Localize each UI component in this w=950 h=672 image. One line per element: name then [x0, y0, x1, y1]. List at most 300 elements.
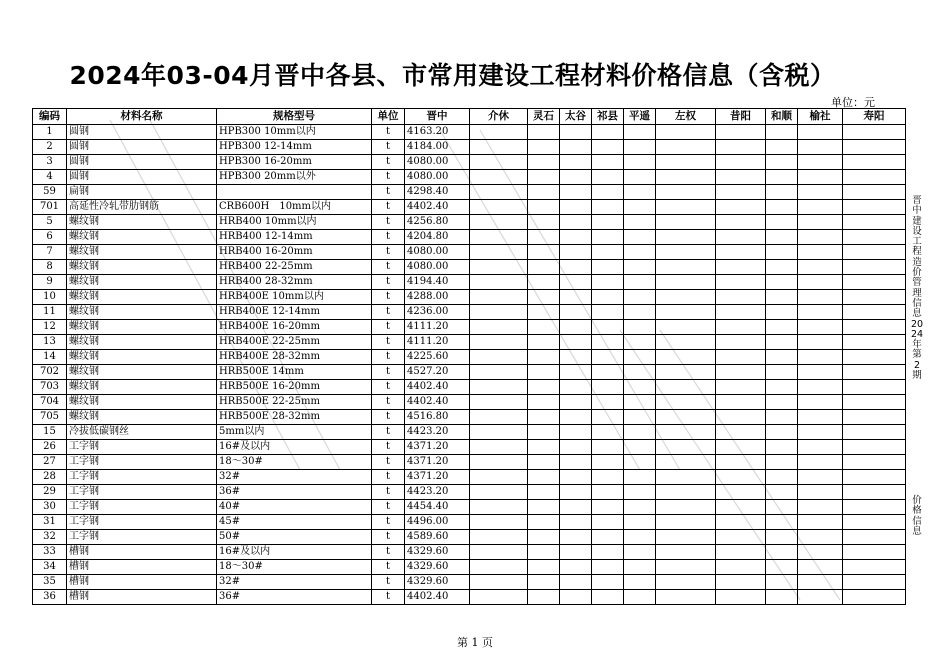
empty-price-cell: [560, 260, 592, 275]
empty-price-cell: [716, 365, 766, 380]
empty-price-cell: [624, 455, 656, 470]
spec-cell: [217, 185, 372, 200]
empty-price-cell: [798, 590, 843, 605]
col-header-name: 材料名称: [67, 109, 217, 125]
empty-price-cell: [624, 245, 656, 260]
empty-price-cell: [656, 515, 716, 530]
spec-cell: HRB500E 14mm: [217, 365, 372, 380]
empty-price-cell: [560, 455, 592, 470]
col-header-code: 编码: [33, 109, 67, 125]
code-cell: 33: [33, 545, 67, 560]
empty-price-cell: [528, 215, 560, 230]
empty-price-cell: [470, 155, 528, 170]
empty-price-cell: [592, 200, 624, 215]
empty-price-cell: [470, 290, 528, 305]
empty-price-cell: [766, 500, 798, 515]
spec-cell: HRB400E 16-20mm: [217, 320, 372, 335]
spec-cell: HRB400E 22-25mm: [217, 335, 372, 350]
table-row: [33, 410, 906, 425]
empty-price-cell: [470, 425, 528, 440]
empty-price-cell: [656, 275, 716, 290]
name-cell: 扁钢: [67, 185, 217, 200]
empty-price-cell: [843, 230, 906, 245]
unit-cell: t: [372, 260, 405, 275]
code-cell: 27: [33, 455, 67, 470]
empty-price-cell: [716, 260, 766, 275]
empty-price-cell: [656, 590, 716, 605]
name-cell: 圆钢: [67, 155, 217, 170]
empty-price-cell: [798, 125, 843, 140]
unit-cell: t: [372, 530, 405, 545]
empty-price-cell: [798, 305, 843, 320]
empty-price-cell: [470, 380, 528, 395]
table-row: [33, 470, 906, 485]
code-cell: 702: [33, 365, 67, 380]
empty-price-cell: [470, 515, 528, 530]
empty-price-cell: [560, 155, 592, 170]
empty-price-cell: [766, 320, 798, 335]
empty-price-cell: [798, 515, 843, 530]
name-cell: 工字钢: [67, 530, 217, 545]
empty-price-cell: [470, 230, 528, 245]
empty-price-cell: [560, 245, 592, 260]
empty-price-cell: [528, 575, 560, 590]
empty-price-cell: [656, 395, 716, 410]
code-cell: 705: [33, 410, 67, 425]
empty-price-cell: [656, 530, 716, 545]
empty-price-cell: [766, 305, 798, 320]
empty-price-cell: [843, 260, 906, 275]
empty-price-cell: [624, 590, 656, 605]
empty-price-cell: [656, 560, 716, 575]
empty-price-cell: [470, 215, 528, 230]
code-cell: 28: [33, 470, 67, 485]
empty-price-cell: [560, 170, 592, 185]
empty-price-cell: [843, 170, 906, 185]
empty-price-cell: [716, 500, 766, 515]
table-row: [33, 425, 906, 440]
unit-cell: t: [372, 440, 405, 455]
jinzhong-price-cell: 4402.40: [405, 200, 470, 215]
table-row: [33, 530, 906, 545]
table-row: [33, 350, 906, 365]
jinzhong-price-cell: 4080.00: [405, 170, 470, 185]
name-cell: 螺纹钢: [67, 230, 217, 245]
empty-price-cell: [470, 410, 528, 425]
name-cell: 圆钢: [67, 170, 217, 185]
spec-cell: HRB400 10mm以内: [217, 215, 372, 230]
empty-price-cell: [592, 305, 624, 320]
code-cell: 26: [33, 440, 67, 455]
empty-price-cell: [798, 200, 843, 215]
empty-price-cell: [624, 170, 656, 185]
empty-price-cell: [716, 200, 766, 215]
jinzhong-price-cell: 4402.40: [405, 380, 470, 395]
empty-price-cell: [528, 290, 560, 305]
col-header-unit: 单位: [372, 109, 405, 125]
empty-price-cell: [624, 485, 656, 500]
empty-price-cell: [470, 320, 528, 335]
table-header-row: [33, 109, 906, 125]
spec-cell: 36#: [217, 590, 372, 605]
empty-price-cell: [798, 155, 843, 170]
name-cell: 工字钢: [67, 440, 217, 455]
col-header-lingshi: 灵石: [528, 109, 560, 125]
empty-price-cell: [843, 155, 906, 170]
empty-price-cell: [798, 455, 843, 470]
spec-cell: HRB400E 12-14mm: [217, 305, 372, 320]
empty-price-cell: [592, 140, 624, 155]
empty-price-cell: [798, 215, 843, 230]
empty-price-cell: [716, 425, 766, 440]
empty-price-cell: [528, 590, 560, 605]
empty-price-cell: [592, 320, 624, 335]
code-cell: 10: [33, 290, 67, 305]
empty-price-cell: [766, 440, 798, 455]
empty-price-cell: [528, 275, 560, 290]
empty-price-cell: [470, 185, 528, 200]
code-cell: 31: [33, 515, 67, 530]
name-cell: 工字钢: [67, 455, 217, 470]
jinzhong-price-cell: 4204.80: [405, 230, 470, 245]
empty-price-cell: [798, 500, 843, 515]
unit-cell: t: [372, 155, 405, 170]
spec-cell: HPB300 12-14mm: [217, 140, 372, 155]
name-cell: 槽钢: [67, 560, 217, 575]
empty-price-cell: [528, 560, 560, 575]
jinzhong-price-cell: 4194.40: [405, 275, 470, 290]
empty-price-cell: [798, 275, 843, 290]
empty-price-cell: [528, 125, 560, 140]
empty-price-cell: [560, 545, 592, 560]
empty-price-cell: [624, 185, 656, 200]
spec-cell: HRB500E 28-32mm: [217, 410, 372, 425]
jinzhong-price-cell: 4184.00: [405, 140, 470, 155]
empty-price-cell: [843, 575, 906, 590]
empty-price-cell: [766, 335, 798, 350]
spec-cell: 16#及以内: [217, 545, 372, 560]
empty-price-cell: [716, 215, 766, 230]
empty-price-cell: [560, 470, 592, 485]
empty-price-cell: [766, 290, 798, 305]
spec-cell: HRB500E 22-25mm: [217, 395, 372, 410]
col-header-yushe: 榆社: [798, 109, 843, 125]
jinzhong-price-cell: 4371.20: [405, 455, 470, 470]
col-header-xiyang: 昔阳: [716, 109, 766, 125]
empty-price-cell: [624, 155, 656, 170]
empty-price-cell: [624, 200, 656, 215]
empty-price-cell: [624, 515, 656, 530]
empty-price-cell: [470, 530, 528, 545]
empty-price-cell: [716, 320, 766, 335]
empty-price-cell: [592, 410, 624, 425]
spec-cell: HRB400 22-25mm: [217, 260, 372, 275]
empty-price-cell: [716, 575, 766, 590]
unit-cell: t: [372, 185, 405, 200]
table-row: [33, 245, 906, 260]
code-cell: 59: [33, 185, 67, 200]
empty-price-cell: [843, 470, 906, 485]
empty-price-cell: [592, 230, 624, 245]
code-cell: 12: [33, 320, 67, 335]
empty-price-cell: [592, 500, 624, 515]
empty-price-cell: [528, 185, 560, 200]
table-row: [33, 140, 906, 155]
empty-price-cell: [766, 200, 798, 215]
name-cell: 螺纹钢: [67, 305, 217, 320]
table-body: [33, 125, 906, 605]
empty-price-cell: [528, 365, 560, 380]
page-title: 2024年03-04月晋中各县、市常用建设工程材料价格信息（含税）: [69, 61, 836, 90]
empty-price-cell: [843, 245, 906, 260]
empty-price-cell: [716, 470, 766, 485]
empty-price-cell: [766, 140, 798, 155]
table-row: [33, 230, 906, 245]
code-cell: 14: [33, 350, 67, 365]
name-cell: 螺纹钢: [67, 410, 217, 425]
empty-price-cell: [592, 455, 624, 470]
name-cell: 槽钢: [67, 590, 217, 605]
table-row: [33, 320, 906, 335]
code-cell: 2: [33, 140, 67, 155]
empty-price-cell: [624, 290, 656, 305]
jinzhong-price-cell: 4298.40: [405, 185, 470, 200]
spec-cell: HPB300 16-20mm: [217, 155, 372, 170]
name-cell: 圆钢: [67, 140, 217, 155]
table-row: [33, 590, 906, 605]
empty-price-cell: [766, 395, 798, 410]
unit-cell: t: [372, 410, 405, 425]
table-row: [33, 170, 906, 185]
empty-price-cell: [470, 350, 528, 365]
empty-price-cell: [798, 320, 843, 335]
empty-price-cell: [716, 395, 766, 410]
empty-price-cell: [656, 470, 716, 485]
spec-cell: 40#: [217, 500, 372, 515]
unit-cell: t: [372, 170, 405, 185]
empty-price-cell: [656, 350, 716, 365]
spec-cell: 5mm以内: [217, 425, 372, 440]
empty-price-cell: [560, 530, 592, 545]
empty-price-cell: [656, 380, 716, 395]
unit-cell: t: [372, 305, 405, 320]
empty-price-cell: [592, 530, 624, 545]
empty-price-cell: [560, 380, 592, 395]
empty-price-cell: [843, 185, 906, 200]
empty-price-cell: [843, 425, 906, 440]
jinzhong-price-cell: 4225.60: [405, 350, 470, 365]
name-cell: 螺纹钢: [67, 380, 217, 395]
empty-price-cell: [766, 215, 798, 230]
unit-cell: t: [372, 275, 405, 290]
empty-price-cell: [716, 560, 766, 575]
unit-cell: t: [372, 365, 405, 380]
empty-price-cell: [798, 380, 843, 395]
jinzhong-price-cell: 4371.20: [405, 440, 470, 455]
unit-cell: t: [372, 425, 405, 440]
empty-price-cell: [656, 575, 716, 590]
name-cell: 螺纹钢: [67, 335, 217, 350]
jinzhong-price-cell: 4288.00: [405, 290, 470, 305]
empty-price-cell: [798, 545, 843, 560]
empty-price-cell: [592, 155, 624, 170]
jinzhong-price-cell: 4589.60: [405, 530, 470, 545]
empty-price-cell: [592, 470, 624, 485]
empty-price-cell: [716, 125, 766, 140]
empty-price-cell: [766, 275, 798, 290]
empty-price-cell: [766, 350, 798, 365]
code-cell: 701: [33, 200, 67, 215]
empty-price-cell: [528, 485, 560, 500]
unit-cell: t: [372, 500, 405, 515]
empty-price-cell: [656, 245, 716, 260]
empty-price-cell: [528, 470, 560, 485]
code-cell: 4: [33, 170, 67, 185]
unit-cell: t: [372, 125, 405, 140]
empty-price-cell: [843, 455, 906, 470]
empty-price-cell: [592, 365, 624, 380]
empty-price-cell: [843, 140, 906, 155]
empty-price-cell: [560, 410, 592, 425]
empty-price-cell: [766, 380, 798, 395]
unit-cell: t: [372, 590, 405, 605]
empty-price-cell: [560, 305, 592, 320]
empty-price-cell: [528, 260, 560, 275]
spec-cell: 18～30#: [217, 560, 372, 575]
empty-price-cell: [766, 455, 798, 470]
spec-cell: HRB400 16-20mm: [217, 245, 372, 260]
empty-price-cell: [766, 230, 798, 245]
empty-price-cell: [624, 230, 656, 245]
empty-price-cell: [766, 545, 798, 560]
empty-price-cell: [592, 335, 624, 350]
empty-price-cell: [656, 260, 716, 275]
empty-price-cell: [560, 515, 592, 530]
empty-price-cell: [470, 260, 528, 275]
table-row: [33, 200, 906, 215]
empty-price-cell: [624, 260, 656, 275]
empty-price-cell: [656, 440, 716, 455]
empty-price-cell: [624, 125, 656, 140]
table-row: [33, 185, 906, 200]
table-row: [33, 290, 906, 305]
empty-price-cell: [528, 155, 560, 170]
empty-price-cell: [624, 440, 656, 455]
unit-cell: t: [372, 470, 405, 485]
empty-price-cell: [798, 170, 843, 185]
unit-label: 单位：元: [831, 96, 875, 109]
code-cell: 6: [33, 230, 67, 245]
jinzhong-price-cell: 4111.20: [405, 320, 470, 335]
table-row: [33, 500, 906, 515]
empty-price-cell: [656, 215, 716, 230]
jinzhong-price-cell: 4402.40: [405, 395, 470, 410]
empty-price-cell: [624, 380, 656, 395]
empty-price-cell: [843, 560, 906, 575]
empty-price-cell: [592, 395, 624, 410]
empty-price-cell: [656, 185, 716, 200]
empty-price-cell: [716, 335, 766, 350]
empty-price-cell: [470, 395, 528, 410]
empty-price-cell: [470, 170, 528, 185]
empty-price-cell: [560, 275, 592, 290]
empty-price-cell: [716, 350, 766, 365]
code-cell: 5: [33, 215, 67, 230]
empty-price-cell: [624, 140, 656, 155]
empty-price-cell: [843, 410, 906, 425]
empty-price-cell: [560, 185, 592, 200]
empty-price-cell: [528, 335, 560, 350]
spec-cell: HRB500E 16-20mm: [217, 380, 372, 395]
empty-price-cell: [766, 575, 798, 590]
empty-price-cell: [592, 425, 624, 440]
empty-price-cell: [766, 365, 798, 380]
spec-cell: 18～30#: [217, 455, 372, 470]
empty-price-cell: [528, 230, 560, 245]
empty-price-cell: [766, 155, 798, 170]
empty-price-cell: [528, 530, 560, 545]
empty-price-cell: [624, 470, 656, 485]
empty-price-cell: [528, 440, 560, 455]
table-row: [33, 125, 906, 140]
empty-price-cell: [843, 215, 906, 230]
empty-price-cell: [528, 500, 560, 515]
empty-price-cell: [716, 245, 766, 260]
empty-price-cell: [560, 335, 592, 350]
empty-price-cell: [656, 455, 716, 470]
unit-cell: t: [372, 290, 405, 305]
empty-price-cell: [766, 485, 798, 500]
page-number: 第 1 页: [457, 636, 493, 649]
empty-price-cell: [843, 485, 906, 500]
empty-price-cell: [843, 290, 906, 305]
empty-price-cell: [592, 350, 624, 365]
jinzhong-price-cell: 4329.60: [405, 575, 470, 590]
empty-price-cell: [470, 485, 528, 500]
code-cell: 11: [33, 305, 67, 320]
empty-price-cell: [798, 425, 843, 440]
unit-cell: t: [372, 200, 405, 215]
empty-price-cell: [470, 335, 528, 350]
empty-price-cell: [766, 425, 798, 440]
empty-price-cell: [528, 200, 560, 215]
name-cell: 螺纹钢: [67, 395, 217, 410]
empty-price-cell: [798, 575, 843, 590]
empty-price-cell: [560, 575, 592, 590]
unit-cell: t: [372, 545, 405, 560]
empty-price-cell: [470, 545, 528, 560]
empty-price-cell: [528, 305, 560, 320]
code-cell: 30: [33, 500, 67, 515]
empty-price-cell: [470, 590, 528, 605]
name-cell: 螺纹钢: [67, 275, 217, 290]
empty-price-cell: [528, 320, 560, 335]
name-cell: 工字钢: [67, 515, 217, 530]
code-cell: 3: [33, 155, 67, 170]
jinzhong-price-cell: 4080.00: [405, 260, 470, 275]
empty-price-cell: [624, 530, 656, 545]
empty-price-cell: [624, 500, 656, 515]
empty-price-cell: [470, 200, 528, 215]
empty-price-cell: [843, 200, 906, 215]
table-row: [33, 155, 906, 170]
name-cell: 工字钢: [67, 485, 217, 500]
table-row: [33, 515, 906, 530]
spec-cell: 45#: [217, 515, 372, 530]
name-cell: 槽钢: [67, 575, 217, 590]
empty-price-cell: [592, 290, 624, 305]
empty-price-cell: [624, 395, 656, 410]
